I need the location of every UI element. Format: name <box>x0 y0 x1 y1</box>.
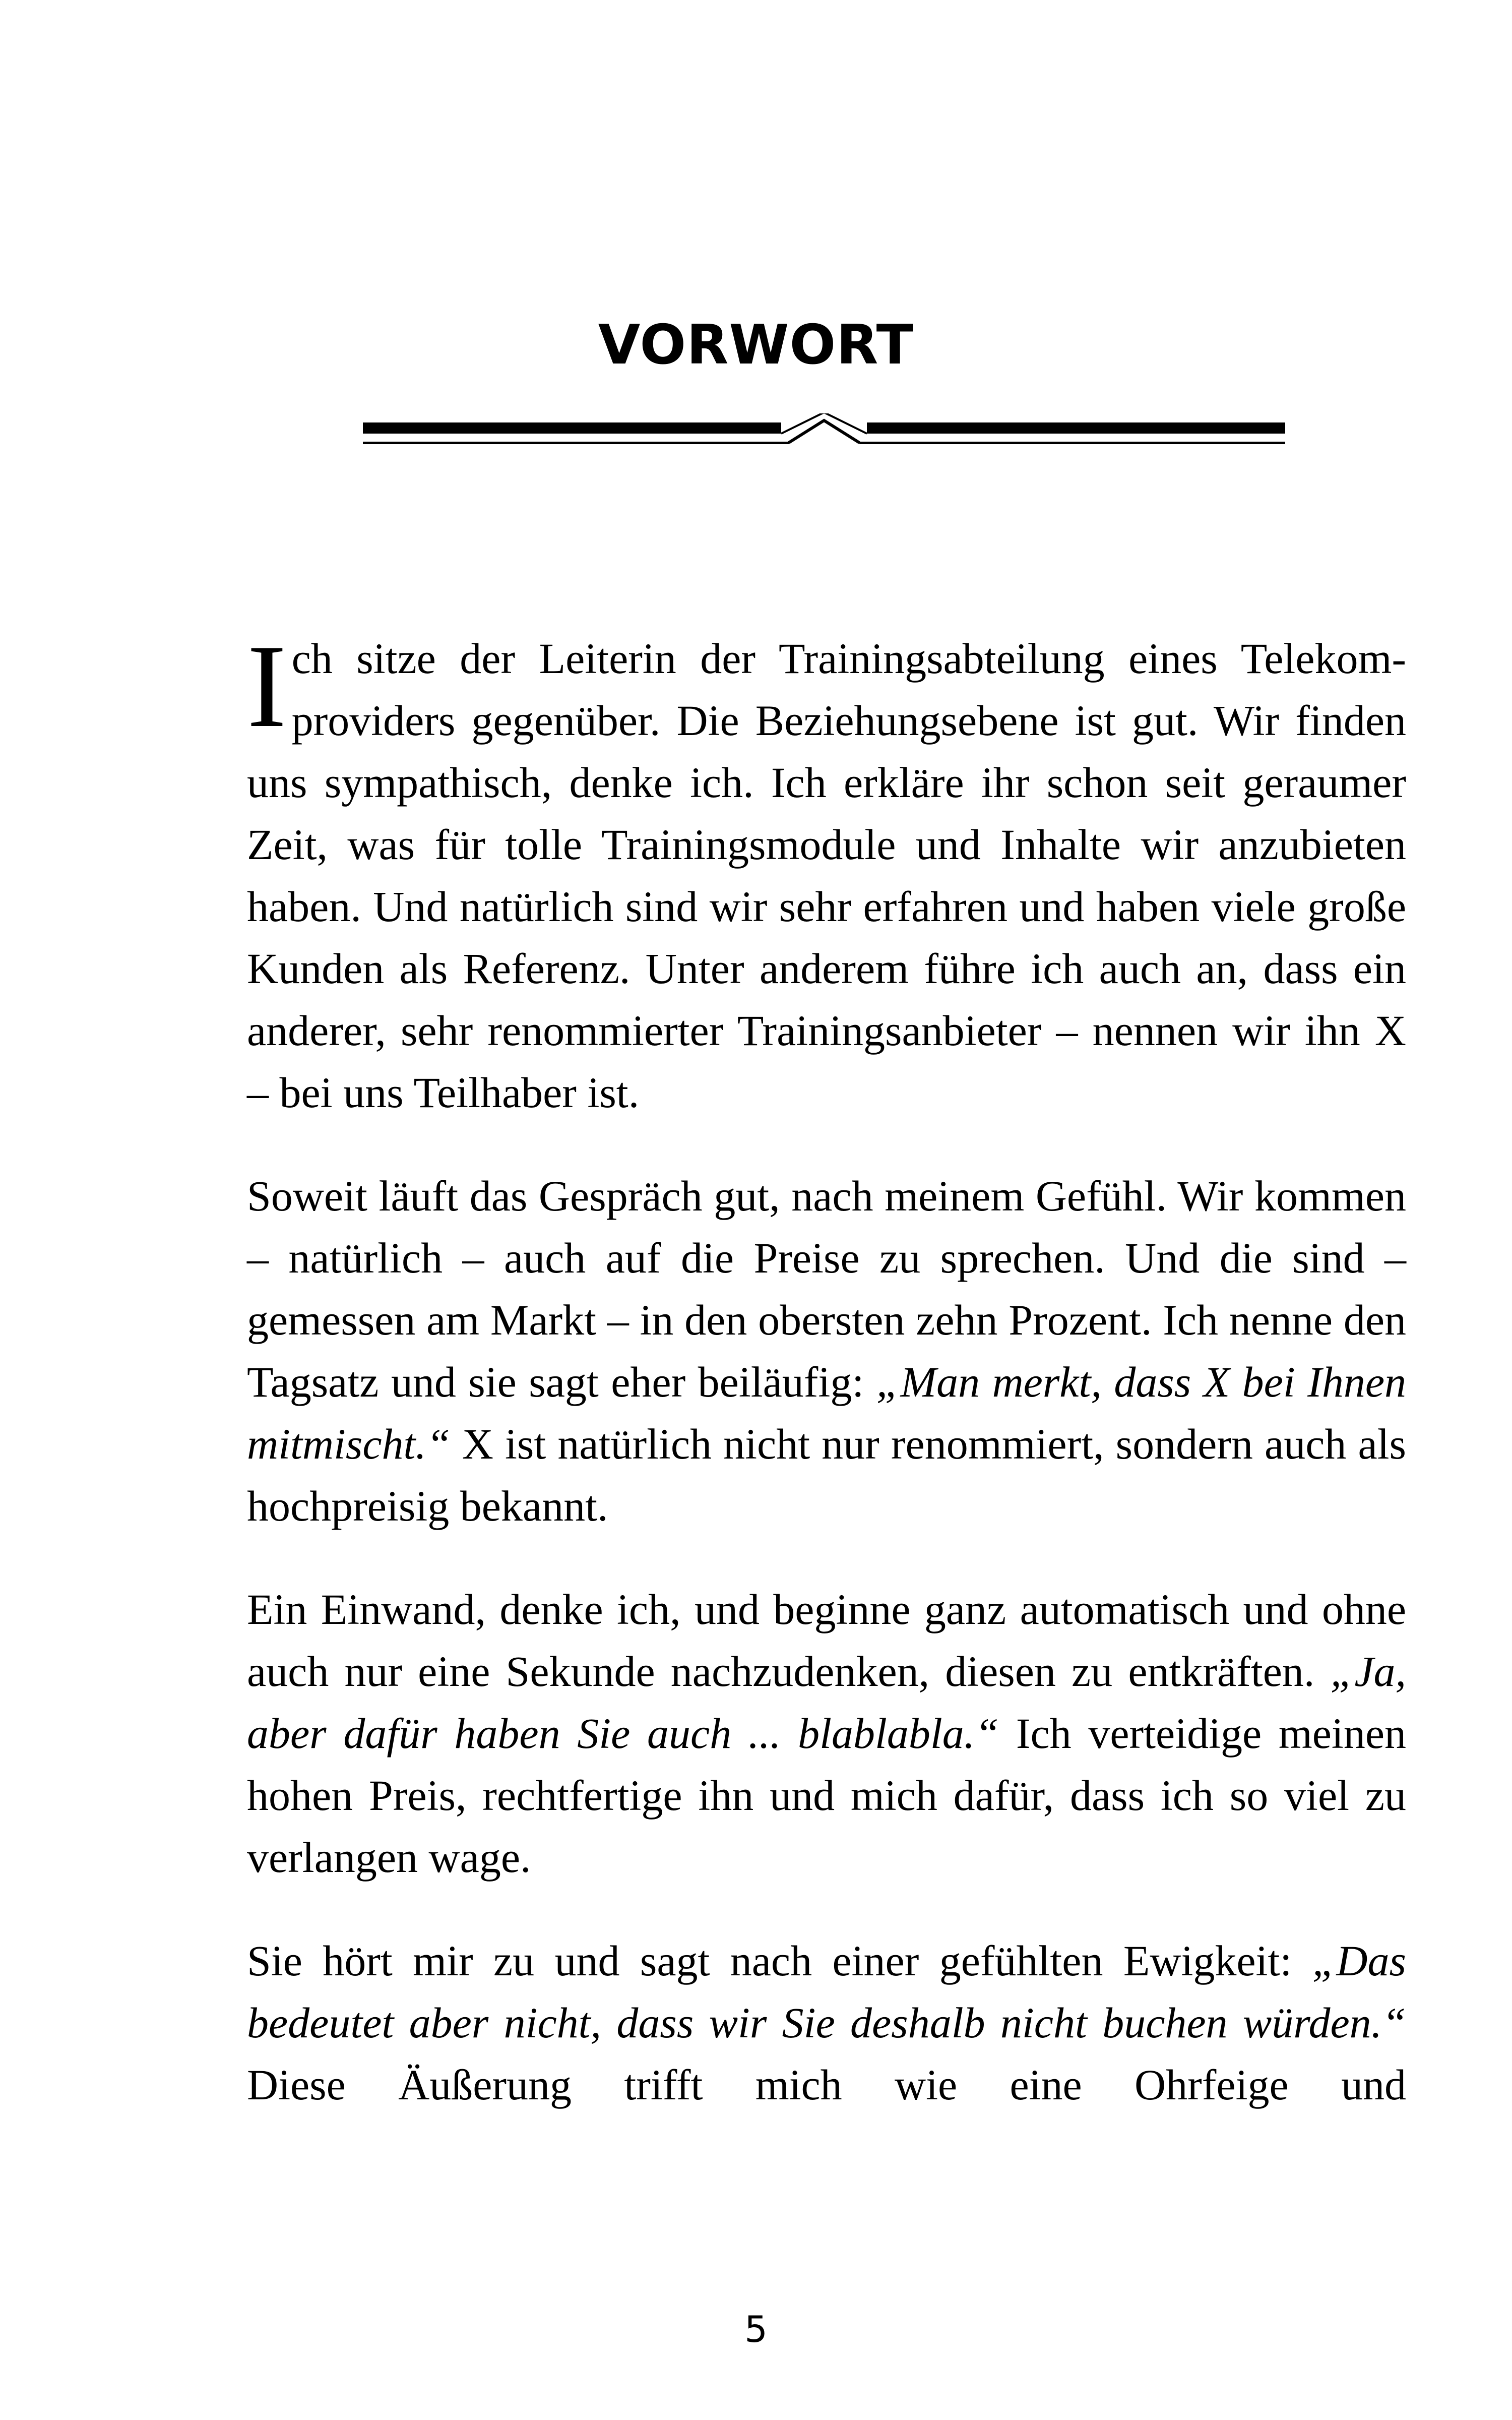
paragraph-4-text-a: Sie hört mir zu und sagt nach einer gefühlten Ewigkeit: <box>247 1937 1312 1985</box>
paragraph-4 <box>247 1930 1406 2116</box>
ornament-left-bar <box>363 422 781 434</box>
paragraph-2-quote: „Man merkt, dass X bei Ihnen mitmischt.“ <box>247 1358 1406 1468</box>
drop-cap: I <box>247 621 287 752</box>
ornament-chevron-inner <box>781 413 867 434</box>
heading-ornament <box>363 413 1285 464</box>
paragraph-3 <box>247 1579 1406 1889</box>
paragraph-2 <box>247 1165 1406 1537</box>
paragraph-1 <box>247 621 1406 1124</box>
paragraph-4-quote: „Das bedeutet aber nicht, dass wir Sie deshalb nicht buchen würden.“ <box>247 1937 1406 2047</box>
chapter-heading: VORWORT <box>598 314 914 377</box>
ornament-right-line <box>859 442 1285 444</box>
paragraph-3-text-a: Ein Einwand, denke ich, und beginne ganz automatisch und ohne auch nur eine Sekunde nachzudenken, diesen zu entkräften. <box>247 1585 1406 1696</box>
paragraph-3-quote: „Ja, aber dafür haben Sie auch ... blablabla.“ <box>247 1647 1406 1758</box>
paragraph-2-text-a: Soweit läuft das Gespräch gut, nach meinem Gefühl. Wir kommen – natürlich – auch auf die Preise zu sprechen. Und die sind – gemessen am Markt – in den obersten zehn Prozent. Ich nenne den Tagsatz und sie sagt eher beiläufig: <box>247 1172 1406 1406</box>
paragraph-1-text: ch sitze der Leiterin der Trainingsabteilung eines Telekomproviders gegenüber. Die Beziehungsebene ist gut. Wir finden uns sympathisch, denke ich. Ich erkläre ihr schon seit geraumer Zeit, was für tolle Trainingsmodule und Inhalte wir anzubieten haben. Und natürlich sind wir sehr erfahren und haben viele große Kunden als Referenz. Unter anderem führe ich auch an, dass ein anderer, sehr renommierter Trainingsanbieter – nennen wir ihn X – bei uns Teilhaber ist. <box>247 634 1406 1117</box>
paragraph-4-text-b: Diese Äußerung trifft mich wie eine Ohrfeige und <box>247 2061 1406 2109</box>
ornament-left-line <box>363 442 789 444</box>
page-number: 5 <box>744 2308 768 2350</box>
body-text <box>247 621 1406 2157</box>
paragraph-2-text-b: X ist natürlich nicht nur renommiert, sondern auch als hochpreisig bekannt. <box>247 1420 1406 1530</box>
paragraph-3-text-b: Ich verteidige meinen hohen Preis, rechtfertige ihn und mich dafür, dass ich so viel zu verlangen wage. <box>247 1709 1406 1882</box>
ornament-right-bar <box>867 422 1285 434</box>
